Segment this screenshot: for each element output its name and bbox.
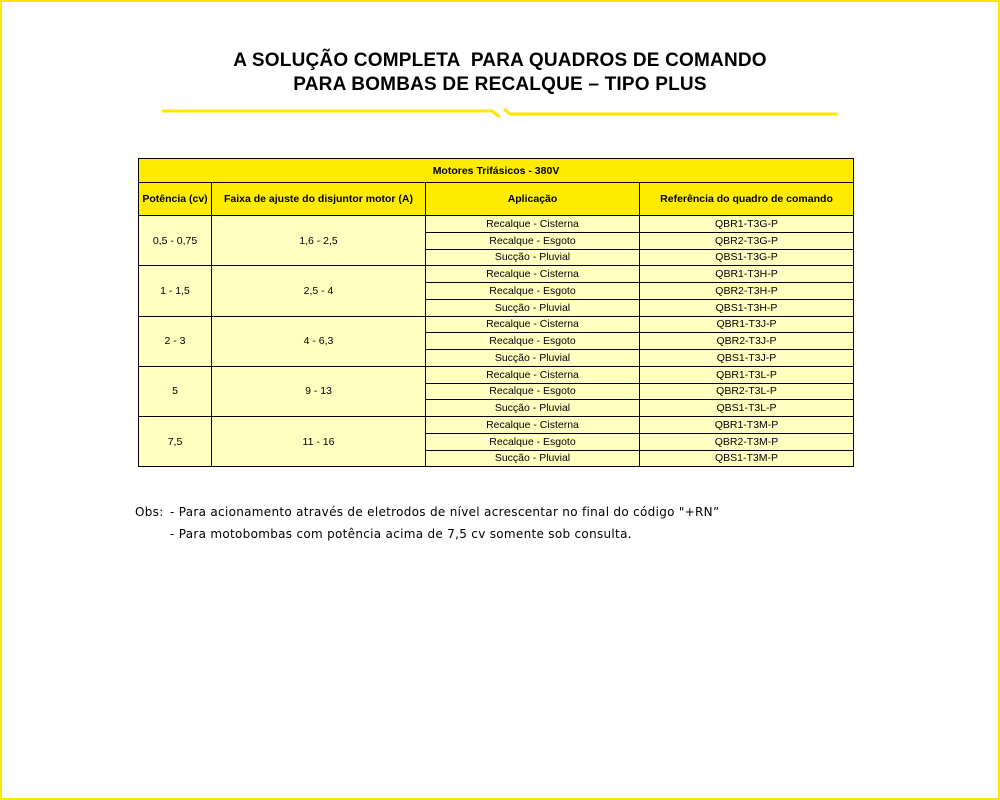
table-row [139,316,854,333]
cell-faixa: 4 - 6,3 [212,316,426,366]
cell-referencia: QBR2-T3M-P [640,433,854,450]
cell-aplicacao: Sucção - Pluvial [426,350,640,367]
cell-aplicacao: Sucção - Pluvial [426,400,640,417]
table-caption: Motores Trifásicos - 380V [139,159,854,183]
cell-referencia: QBS1-T3M-P [640,450,854,467]
cell-aplicacao: Recalque - Esgoto [426,333,640,350]
header-faixa: Faixa de ajuste do disjuntor motor (A) [212,183,426,216]
table-row [139,216,854,233]
cell-referencia: QBR2-T3G-P [640,232,854,249]
cell-referencia: QBR1-T3M-P [640,417,854,434]
cell-faixa: 1,6 - 2,5 [212,216,426,266]
cell-faixa: 2,5 - 4 [212,266,426,316]
cell-aplicacao: Recalque - Cisterna [426,366,640,383]
table-row [139,366,854,383]
cell-referencia: QBR1-T3H-P [640,266,854,283]
cell-referencia: QBR1-T3G-P [640,216,854,233]
cell-aplicacao: Recalque - Esgoto [426,383,640,400]
cell-aplicacao: Recalque - Esgoto [426,232,640,249]
cell-aplicacao: Recalque - Esgoto [426,433,640,450]
cell-potencia: 5 [139,366,212,416]
header-aplicacao: Aplicação [426,183,640,216]
title-divider [162,106,842,120]
cell-aplicacao: Recalque - Esgoto [426,283,640,300]
header-potencia: Potência (cv) [139,183,212,216]
title-line-1: A SOLUÇÃO COMPLETA PARA QUADROS DE COMANDO [233,50,767,71]
cell-aplicacao: Recalque - Cisterna [426,316,640,333]
motor-spec-table [138,158,854,467]
cell-faixa: 11 - 16 [212,417,426,467]
cell-aplicacao: Recalque - Cisterna [426,266,640,283]
cell-referencia: QBR2-T3H-P [640,283,854,300]
cell-referencia: QBS1-T3J-P [640,350,854,367]
header-referencia: Referência do quadro de comando [640,183,854,216]
cell-aplicacao: Sucção - Pluvial [426,450,640,467]
cell-referencia: QBS1-T3H-P [640,299,854,316]
table-header-row [139,183,854,216]
cell-potencia: 2 - 3 [139,316,212,366]
cell-referencia: QBS1-T3G-P [640,249,854,266]
cell-potencia: 0,5 - 0,75 [139,216,212,266]
page-title [0,49,1000,97]
cell-aplicacao: Recalque - Cisterna [426,417,640,434]
table-row [139,417,854,434]
title-line-2: PARA BOMBAS DE RECALQUE – TIPO PLUS [293,74,707,95]
cell-referencia: QBR2-T3J-P [640,333,854,350]
table-caption-row [139,159,854,183]
cell-potencia: 7,5 [139,417,212,467]
obs-line-1: - Para acionamento através de eletrodos de nível acrescentar no final do código "+RN” [170,505,720,519]
obs-label: Obs: [135,505,164,519]
cell-referencia: QBR1-T3J-P [640,316,854,333]
obs-line-2: - Para motobombas com potência acima de 7,5 cv somente sob consulta. [170,527,632,541]
cell-aplicacao: Sucção - Pluvial [426,249,640,266]
table-row [139,266,854,283]
cell-referencia: QBS1-T3L-P [640,400,854,417]
cell-referencia: QBR2-T3L-P [640,383,854,400]
cell-referencia: QBR1-T3L-P [640,366,854,383]
cell-aplicacao: Sucção - Pluvial [426,299,640,316]
cell-aplicacao: Recalque - Cisterna [426,216,640,233]
cell-faixa: 9 - 13 [212,366,426,416]
cell-potencia: 1 - 1,5 [139,266,212,316]
